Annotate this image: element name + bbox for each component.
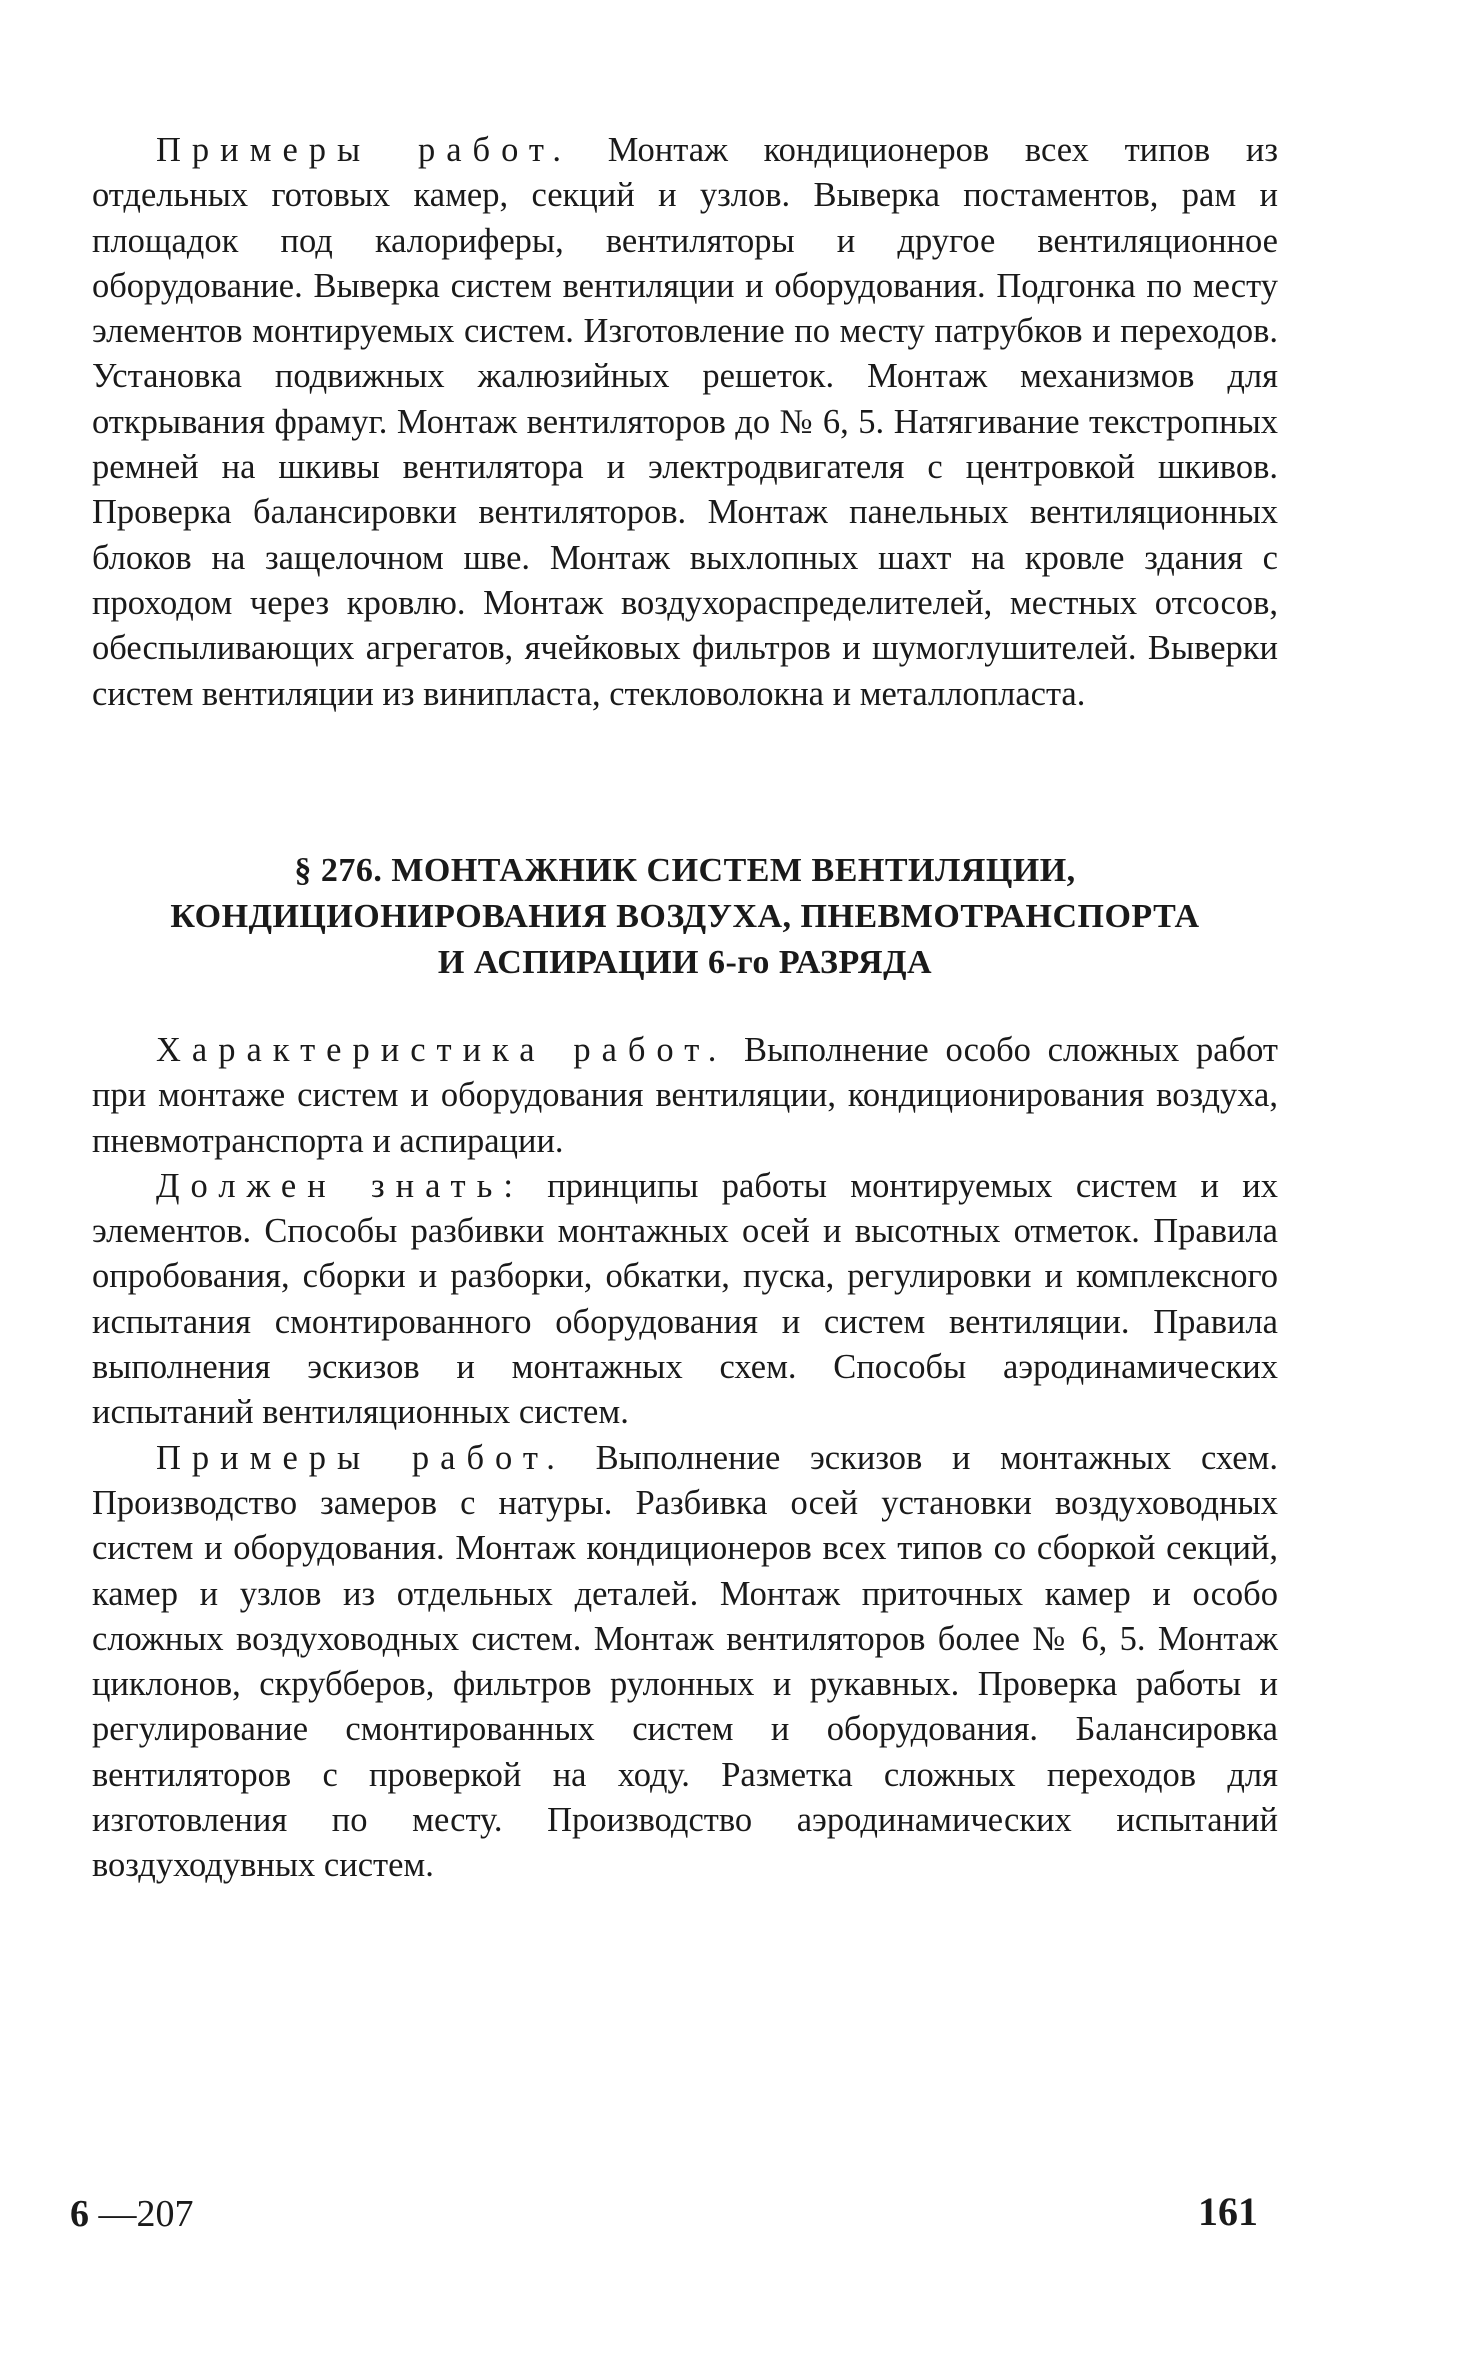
signature-number: 6 <box>70 2193 89 2235</box>
examples-text-grade6: Выполнение эскизов и монтажных схем. Производство замеров с натуры. Разбивка осей установки воздуховодных систем и оборудования. Монтаж кондиционеров всех типов со сборкой секций, камер и узлов из отдельных деталей. Монтаж приточных камер и особо сложных воздуховодных систем. Монтаж вентиляторов более № 6, 5. Монтаж циклонов, скрубберов, фильтров рулонных и рукавных. Проверка работы и регулирование смонтированных систем и оборудования. Балансировка вентиляторов с проверкой на ходу. Разметка сложных переходов для изготовления по месту. Производство аэродинамических испытаний воздуходувных систем. <box>92 1438 1278 1885</box>
signature-suffix: —207 <box>89 2193 194 2235</box>
section-heading-line-3: И АСПИРАЦИИ 6-го РАЗРЯДА <box>437 944 933 981</box>
examples-lead-grade6: Примеры работ. <box>156 1438 566 1477</box>
section-heading-line-1: § 276. МОНТАЖНИК СИСТЕМ ВЕНТИЛЯЦИИ, <box>294 852 1076 889</box>
signature-mark <box>70 2192 194 2236</box>
examples-lead: Примеры работ. <box>156 131 572 169</box>
characteristics-lead: Характеристика работ. <box>156 1031 728 1069</box>
characteristics-text: Выполнение особо сложных работ при монтаже систем и оборудования вентиляции, кондиционирования воздуха, пневмотранспорта и аспирации. <box>92 1031 1278 1160</box>
characteristics-paragraph <box>92 1028 1278 1164</box>
examples-text: Монтаж кондиционеров всех типов из отдельных готовых камер, секций и узлов. Выверка постаментов, рам и площадок под калориферы, вентиляторы и другое вентиляционное оборудование. Выверка систем вентиляции и оборудования. Подгонка по месту элементов монтируемых систем. Изготовление по месту патрубков и переходов. Установка подвижных жалюзийных решеток. Монтаж механизмов для открывания фрамуг. Монтаж вентиляторов до № 6, 5. Натягивание текстропных ремней на шкивы вентилятора и электродвигателя с центровкой шкивов. Проверка балансировки вентиляторов. Монтаж панельных вентиляционных блоков на защелочном шве. Монтаж выхлопных шахт на кровле здания с проходом через кровлю. Монтаж воздухораспределителей, местных отсосов, обеспыливающих агрегатов, ячейковых фильтров и шумоглушителей. Выверки систем вентиляции из винипласта, стекловолокна и металлопласта. <box>92 131 1278 713</box>
examples-paragraph <box>92 128 1278 717</box>
page-number: 161 <box>1198 2189 1258 2234</box>
must-know-paragraph <box>92 1164 1278 1436</box>
must-know-lead: Должен знать: <box>156 1166 524 1205</box>
must-know-text: принципы работы монтируемых систем и их элементов. Способы разбивки монтажных осей и высотных отметок. Правила опробования, сборки и разборки, обкатки, пуска, регулировки и комплексного испытания смонтированного оборудования и систем вентиляции. Правила выполнения эскизов и монтажных схем. Способы аэродинамических испытаний вентиляционных систем. <box>92 1166 1278 1432</box>
section-heading-line-2: КОНДИЦИОНИРОВАНИЯ ВОЗДУХА, ПНЕВМОТРАНСПОРТА <box>170 898 1200 935</box>
section-heading <box>92 848 1278 986</box>
examples-paragraph-grade6 <box>92 1436 1278 1889</box>
section-body <box>92 1028 1278 1889</box>
examples-section-grade5 <box>92 128 1278 717</box>
